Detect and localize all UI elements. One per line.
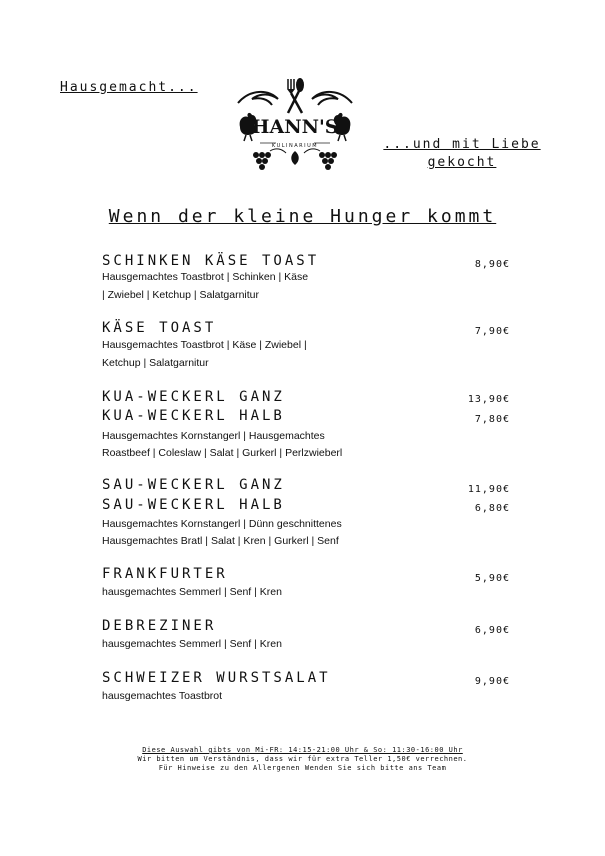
menu-item-price: 7,90€ (474, 326, 510, 337)
left-swirl-icon (238, 92, 278, 105)
menu-item-desc: Hausgemachtes Bratl | Salat | Kren | Gurkerl | Senf (102, 535, 339, 547)
menu-item-price-half: 7,80€ (474, 414, 510, 425)
footer-plate-fee: Wir bitten um Verständnis, dass wir für extra Teller 1,50€ verrechnen. (137, 755, 468, 763)
menu-item-desc: Hausgemachtes Toastbrot | Käse | Zwiebel | (102, 339, 307, 351)
menu-item-desc: Hausgemachtes Kornstangerl | Dünn geschnittenes (102, 518, 342, 530)
footer-allergens: Für Hinweise zu den Allergenen Wenden Sie sich bitte ans Team (158, 764, 447, 772)
menu-item-price: 5,90€ (474, 573, 510, 584)
menu-item-price-half: 6,80€ (474, 503, 510, 514)
menu-item-price: 11,90€ (467, 484, 510, 495)
grapes-left-icon (253, 149, 286, 170)
tagline-left: Hausgemacht... (60, 80, 198, 95)
menu-item-price: 8,90€ (474, 259, 510, 270)
menu-item-desc: Ketchup | Salatgarnitur (102, 357, 209, 369)
leaf-center-icon (291, 151, 299, 165)
menu-item-name: DEBREZINER (102, 618, 217, 634)
menu-item-name: KUA-WECKERL GANZ (102, 389, 285, 405)
menu-item-price: 9,90€ (474, 676, 510, 687)
footer-notes (0, 746, 605, 773)
tagline-right (378, 136, 546, 172)
logo-text: HANN'S (251, 116, 339, 138)
menu-item-desc: Hausgemachtes Toastbrot | Schinken | Käse (102, 271, 309, 283)
menu-item-name: SCHINKEN KÄSE TOAST (102, 253, 320, 269)
grapes-right-icon (304, 149, 337, 170)
menu-item-desc: hausgemachtes Semmerl | Senf | Kren (102, 638, 282, 650)
menu-item-desc: Hausgemachtes Kornstangerl | Hausgemachtes (102, 430, 325, 442)
menu-item-name: SCHWEIZER WURSTSALAT (102, 670, 331, 686)
menu-item-desc: hausgemachtes Semmerl | Senf | Kren (102, 586, 282, 598)
menu-item-name-half: KUA-WECKERL HALB (102, 408, 285, 424)
section-title (0, 206, 605, 227)
tagline-right-line2: gekocht (427, 155, 497, 170)
logo-subtext: KULINARIUM (271, 143, 319, 149)
menu-item-desc: Roastbeef | Coleslaw | Salat | Gurkerl | Perlzwieberl (102, 447, 343, 459)
menu-item-name-half: SAU-WECKERL HALB (102, 497, 285, 513)
menu-item-price: 13,90€ (467, 394, 510, 405)
footer-hours: Diese Auswahl gibts von Mi-FR: 14:15-21:00 Uhr & So: 11:30-16:00 Uhr (142, 746, 463, 754)
hanns-logo (230, 75, 360, 175)
tagline-right-line1: ...und mit Liebe (383, 137, 541, 152)
menu-item-price: 6,90€ (474, 625, 510, 636)
section-title-text: Wenn der kleine Hunger kommt (108, 206, 497, 227)
menu-item-name: FRANKFURTER (102, 566, 228, 582)
menu-item-desc: | Zwiebel | Ketchup | Salatgarnitur (102, 289, 260, 301)
menu-item-desc: hausgemachtes Toastbrot (102, 690, 223, 702)
menu-item-name: KÄSE TOAST (102, 320, 217, 336)
menu-item-name: SAU-WECKERL GANZ (102, 477, 285, 493)
right-swirl-icon (312, 92, 352, 105)
